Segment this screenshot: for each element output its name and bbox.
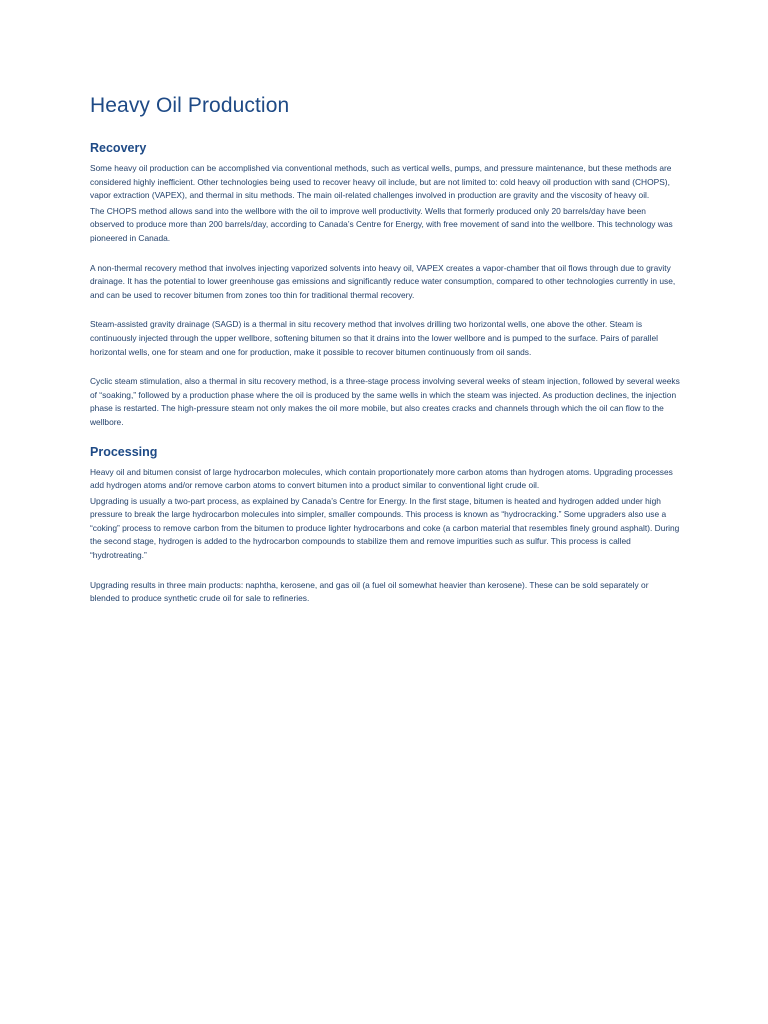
paragraph-chops: The CHOPS method allows sand into the wellbore with the oil to improve well productivity. Wells that formerly produced only 20 barrels/day have been observed to produce more than 200 barrels/day, according to Canada’s Centre for Energy, with free movement of sand into the wellbore. This technology was pioneered in Canada. bbox=[90, 205, 673, 243]
document-page bbox=[90, 92, 680, 606]
paragraph-cyclic-steam: Cyclic steam stimulation, also a thermal in situ recovery method, is a three-stage process involving several weeks of steam injection, followed by several weeks of “soaking,” followed by a production phase where the oil is produced by the same wells in which the steam was injected. As production declines, the injection phase is restarted. The high-pressure steam not only makes the oil more mobile, but also creates cracks and channels through which the oil can flow to the wellbore. bbox=[90, 376, 680, 427]
paragraph-upgrading-process: Upgrading is usually a two-part process, as explained by Canada’s Centre for Energy. In the first stage, bitumen is heated and hydrogen added under high pressure to break the large hydrocarbon molecules into simpler, smaller compounds. This process is known as “hydrocracking.” Some upgraders also use a “coking” process to remove carbon from the bitumen to produce lighter hydrocarbons and coke (a carbon material that resembles finely ground asphalt). During the second stage, hydrogen is added to the hydrocarbon compounds to stabilize them and remove impurities such as sulfur. This process is called “hydrotreating.” bbox=[90, 495, 680, 561]
section-heading-recovery: Recovery bbox=[90, 141, 147, 155]
paragraph-recovery-intro: Some heavy oil production can be accomplished via conventional methods, such as vertical wells, pumps, and pressure maintenance, but these methods are considered highly inefficient. Other technologies being used to recover heavy oil include, but are not limited to: cold heavy oil production with sand (CHOPS), vapor extraction (VAPEX), and thermal in situ methods. The main oil-related challenges involved in production are gravity and the viscosity of heavy oil. bbox=[90, 163, 672, 201]
page-title: Heavy Oil Production bbox=[90, 94, 290, 117]
paragraph-upgrading-results: Upgrading results in three main products: naphtha, kerosene, and gas oil (a fuel oil somewhat heavier than kerosene). These can be sold separately or blended to produce synthetic crude oil for sale to refineries. bbox=[90, 579, 649, 604]
paragraph-processing-intro: Heavy oil and bitumen consist of large hydrocarbon molecules, which contain proportionately more carbon atoms than hydrogen atoms. Upgrading processes add hydrogen atoms and/or remove carbon atoms to convert bitumen into a product similar to conventional light crude oil. bbox=[90, 466, 673, 491]
paragraph-vapex: A non-thermal recovery method that involves injecting vaporized solvents into heavy oil, VAPEX creates a vapor-chamber that oil flows through due to gravity drainage. It has the potential to lower greenhouse gas emissions and significantly reduce water consumption, compared to other technologies currently in use, and can be used to recover bitumen from zones too thin for traditional thermal recovery. bbox=[90, 262, 676, 300]
section-heading-processing: Processing bbox=[90, 444, 158, 459]
paragraph-sagd: Steam-assisted gravity drainage (SAGD) is a thermal in situ recovery method that involves drilling two horizontal wells, one above the other. Steam is continuously injected through the upper wellbore, softening bitumen so that it drains into the lower wellbore and is pumped to the surface. Pairs of parallel horizontal wells, one for steam and one for production, make it possible to recover bitumen continuously from oil sands. bbox=[90, 319, 658, 357]
